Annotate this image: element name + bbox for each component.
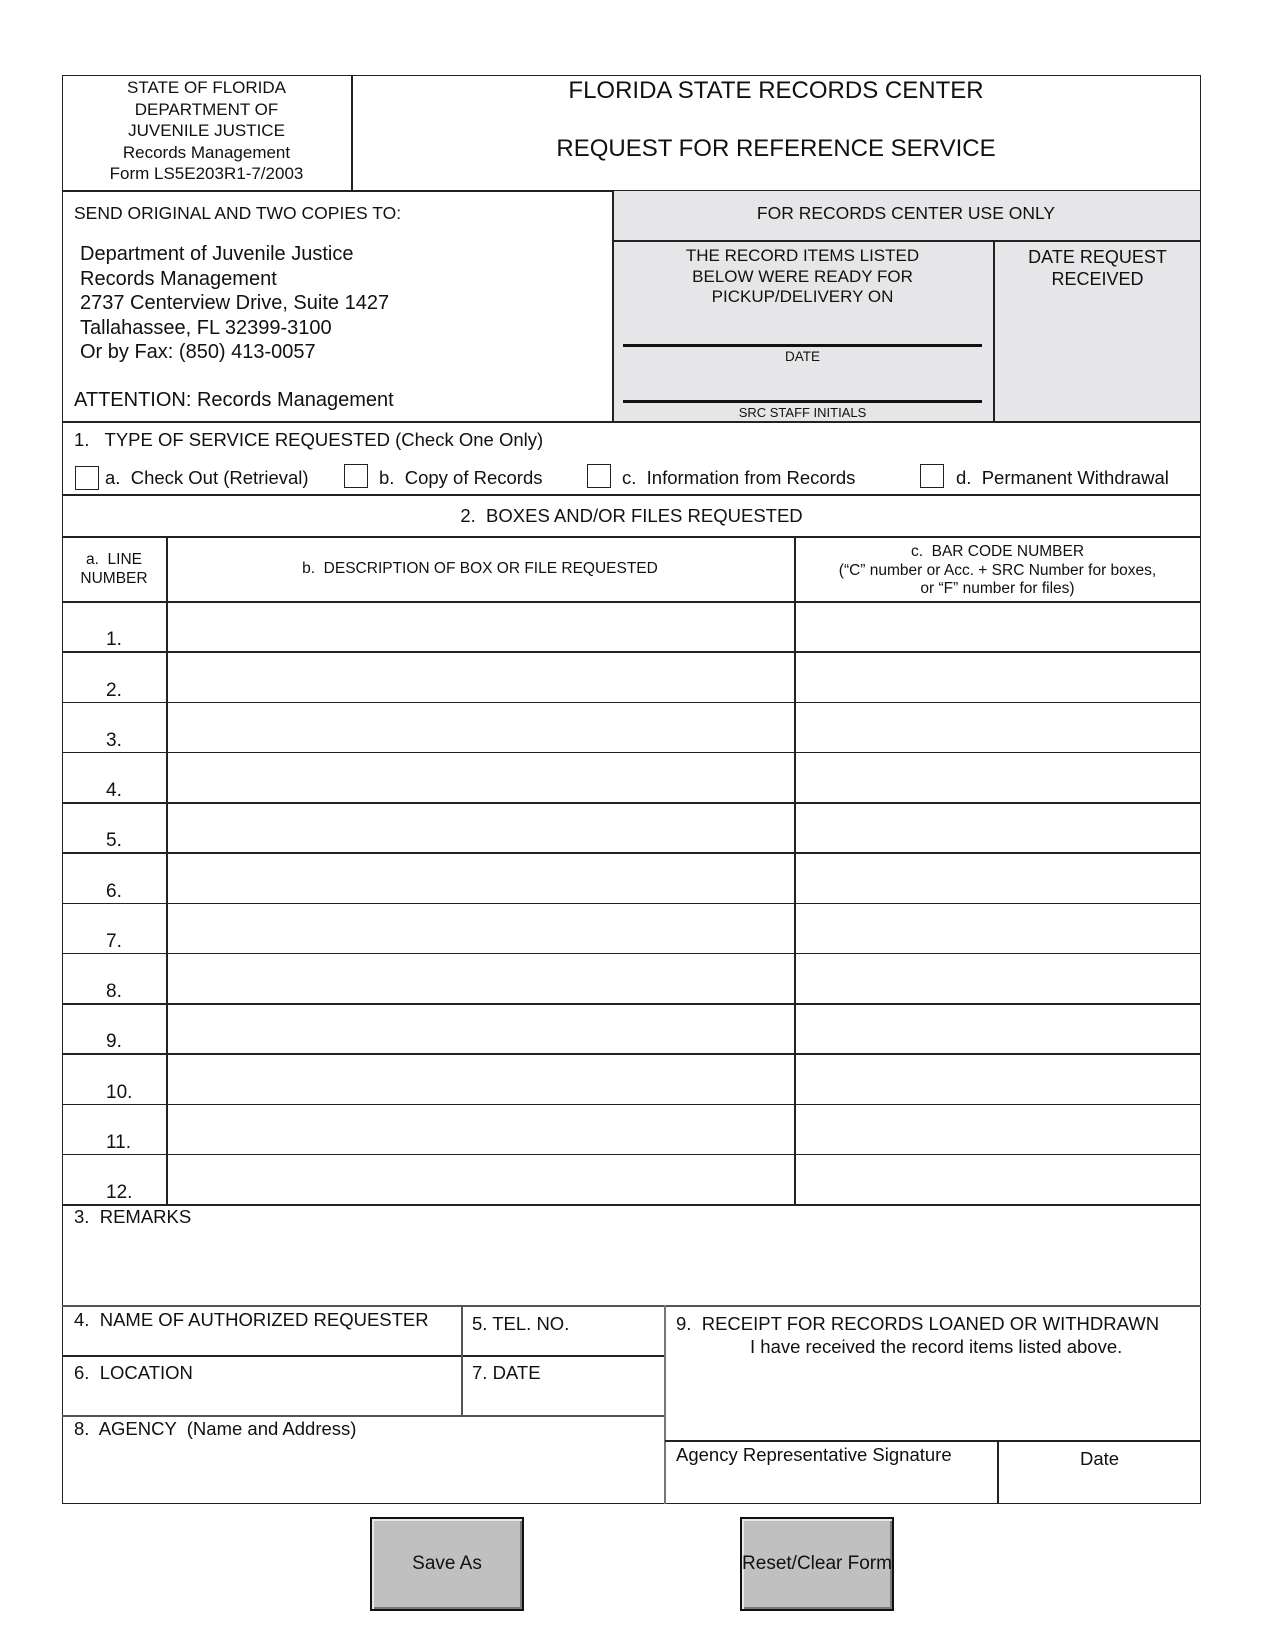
barcode-field[interactable]: [796, 753, 1200, 801]
date-request-received-field[interactable]: [994, 292, 1200, 420]
attention-line: ATTENTION: Records Management: [74, 389, 394, 411]
description-field[interactable]: [168, 904, 794, 952]
remarks-label: 3. REMARKS: [74, 1206, 192, 1227]
agency-line: STATE OF FLORIDA: [127, 78, 286, 97]
table-row: [62, 752, 1201, 802]
divider: [62, 421, 1201, 423]
information-checkbox[interactable]: [587, 464, 611, 488]
mailing-address: [80, 242, 389, 365]
barcode-field[interactable]: [796, 652, 1200, 700]
line-number: 7.: [106, 930, 122, 952]
address-line: Department of Juvenile Justice: [80, 243, 354, 265]
reset-clear-form-button[interactable]: Reset/Clear Form: [740, 1517, 894, 1611]
divider: [794, 536, 796, 1204]
barcode-field[interactable]: [796, 703, 1200, 751]
divider: [62, 1305, 1201, 1307]
date-received-line: DATE REQUEST: [1028, 247, 1167, 267]
barcode-field[interactable]: [796, 904, 1200, 952]
signature-label: Agency Representative Signature: [676, 1444, 952, 1465]
information-option-label: c. Information from Records: [622, 467, 856, 488]
col-line-label: NUMBER: [80, 570, 148, 587]
divider: [612, 240, 1201, 242]
receipt-label: 9. RECEIPT FOR RECORDS LOANED OR WITHDRAWN: [676, 1313, 1160, 1334]
receipt-date-label: Date: [1079, 1448, 1120, 1469]
boxes-heading: 2. BOXES AND/OR FILES REQUESTED: [460, 505, 803, 526]
page-subtitle: REQUEST FOR REFERENCE SERVICE: [556, 135, 996, 162]
divider: [166, 536, 168, 1204]
date-label: 7. DATE: [472, 1362, 541, 1383]
barcode-label: or “F” number for files): [920, 580, 1075, 597]
staff-initials-field[interactable]: [623, 400, 982, 403]
receipt-statement: I have received the record items listed above.: [750, 1336, 1123, 1357]
requester-name-label: 4. NAME OF AUTHORIZED REQUESTER: [74, 1309, 429, 1330]
withdrawal-checkbox[interactable]: [920, 464, 944, 488]
tel-no-field[interactable]: [463, 1334, 663, 1354]
copy-checkbox[interactable]: [344, 464, 368, 488]
copy-option-label: b. Copy of Records: [379, 467, 543, 488]
line-number: 4.: [106, 780, 122, 801]
barcode-field[interactable]: [796, 1105, 1200, 1153]
table-row: [62, 802, 1201, 852]
row-divider: [62, 1204, 1201, 1206]
description-field[interactable]: [168, 803, 794, 851]
agency-name-address-field[interactable]: [64, 1444, 662, 1502]
barcode-field[interactable]: [796, 1054, 1200, 1102]
fax-line: Or by Fax: (850) 413-0057: [80, 341, 316, 363]
line-number: 12.: [106, 1182, 133, 1203]
description-field[interactable]: [168, 703, 794, 751]
barcode-field[interactable]: [796, 954, 1200, 1002]
location-label: 6. LOCATION: [74, 1362, 193, 1383]
table-row: [62, 601, 1201, 651]
checkout-checkbox[interactable]: [75, 466, 99, 490]
line-number: 9.: [106, 1031, 122, 1053]
barcode-label: c. BAR CODE NUMBER: [910, 543, 1085, 560]
agency-line: JUVENILE JUSTICE: [128, 121, 285, 140]
signature-field[interactable]: [667, 1468, 995, 1502]
ready-line: PICKUP/DELIVERY ON: [711, 287, 894, 306]
checkout-option-label: a. Check Out (Retrieval): [105, 467, 309, 488]
description-field[interactable]: [168, 1054, 794, 1102]
line-number: 5.: [106, 830, 122, 852]
requester-name-field[interactable]: [64, 1332, 460, 1354]
ready-for-pickup-label: [612, 246, 993, 308]
description-field[interactable]: [168, 753, 794, 801]
description-field[interactable]: [168, 853, 794, 901]
table-row: [62, 1003, 1201, 1053]
barcode-field[interactable]: [796, 1004, 1200, 1052]
line-number: 6.: [106, 880, 122, 902]
description-field[interactable]: [168, 954, 794, 1002]
table-row: [62, 1154, 1201, 1204]
divider: [664, 1305, 666, 1504]
divider: [665, 1440, 1201, 1442]
form-number: Form LS5E203R1-7/2003: [109, 164, 304, 183]
ready-line: THE RECORD ITEMS LISTED: [685, 246, 920, 265]
divider: [461, 1305, 463, 1415]
agency-line: DEPARTMENT OF: [134, 99, 279, 119]
barcode-label: (“C” number or Acc. + SRC Number for boxes,: [838, 561, 1157, 579]
table-row: [62, 852, 1201, 902]
description-field[interactable]: [168, 602, 794, 650]
address-line: 2737 Centerview Drive, Suite 1427: [80, 292, 390, 314]
table-row: [62, 1053, 1201, 1103]
service-type-label: 1. TYPE OF SERVICE REQUESTED (Check One Only): [74, 429, 544, 450]
address-line: Records Management: [80, 267, 277, 290]
line-number: 8.: [106, 981, 122, 1002]
line-number: 3.: [106, 729, 122, 751]
divider: [62, 1355, 665, 1357]
address-line: Tallahassee, FL 32399-3100: [80, 316, 332, 339]
pickup-date-field[interactable]: [623, 344, 982, 347]
staff-initials-label: SRC STAFF INITIALS: [738, 405, 867, 420]
table-row: [62, 651, 1201, 701]
records-center-heading: FOR RECORDS CENTER USE ONLY: [756, 203, 1056, 223]
withdrawal-option-label: d. Permanent Withdrawal: [956, 467, 1169, 488]
divider: [62, 1415, 665, 1417]
col-header-description: b. DESCRIPTION OF BOX OR FILE REQUESTED: [302, 560, 658, 577]
table-row: [62, 953, 1201, 1003]
divider: [62, 536, 1201, 538]
agency-line: Records Management: [122, 142, 291, 162]
col-header-line-number: [62, 550, 166, 588]
save-as-button[interactable]: Save As: [370, 1517, 524, 1611]
description-field[interactable]: [168, 652, 794, 700]
agency-block: [62, 75, 351, 191]
date-received-line: RECEIVED: [1051, 268, 1144, 289]
table-row: [62, 702, 1201, 752]
table-row: [62, 1104, 1201, 1154]
ready-line: BELOW WERE READY FOR: [692, 266, 913, 286]
agency-name-address-label: 8. AGENCY (Name and Address): [74, 1418, 357, 1439]
line-number: 2.: [106, 679, 122, 701]
send-to-label: SEND ORIGINAL AND TWO COPIES TO:: [74, 203, 402, 223]
page-title: FLORIDA STATE RECORDS CENTER: [568, 77, 984, 104]
table-row: [62, 903, 1201, 953]
line-number: 10.: [106, 1081, 133, 1103]
divider: [62, 494, 1201, 496]
remarks-field[interactable]: [64, 1232, 1199, 1304]
description-field[interactable]: [168, 1004, 794, 1052]
description-field[interactable]: [168, 1155, 794, 1203]
barcode-field[interactable]: [796, 602, 1200, 650]
location-field[interactable]: [64, 1386, 460, 1414]
tel-no-label: 5. TEL. NO.: [472, 1313, 570, 1334]
col-header-barcode: [794, 543, 1201, 599]
line-number: 11.: [106, 1131, 132, 1153]
barcode-field[interactable]: [796, 853, 1200, 901]
barcode-field[interactable]: [796, 803, 1200, 851]
line-number: 1.: [106, 629, 122, 651]
receipt-date-field[interactable]: [1000, 1472, 1198, 1502]
pickup-date-label: DATE: [784, 349, 820, 364]
date-field[interactable]: [463, 1386, 663, 1414]
date-request-received-label: [994, 247, 1201, 290]
col-line-label: a. LINE: [86, 551, 142, 568]
description-field[interactable]: [168, 1105, 794, 1153]
barcode-field[interactable]: [796, 1155, 1200, 1203]
